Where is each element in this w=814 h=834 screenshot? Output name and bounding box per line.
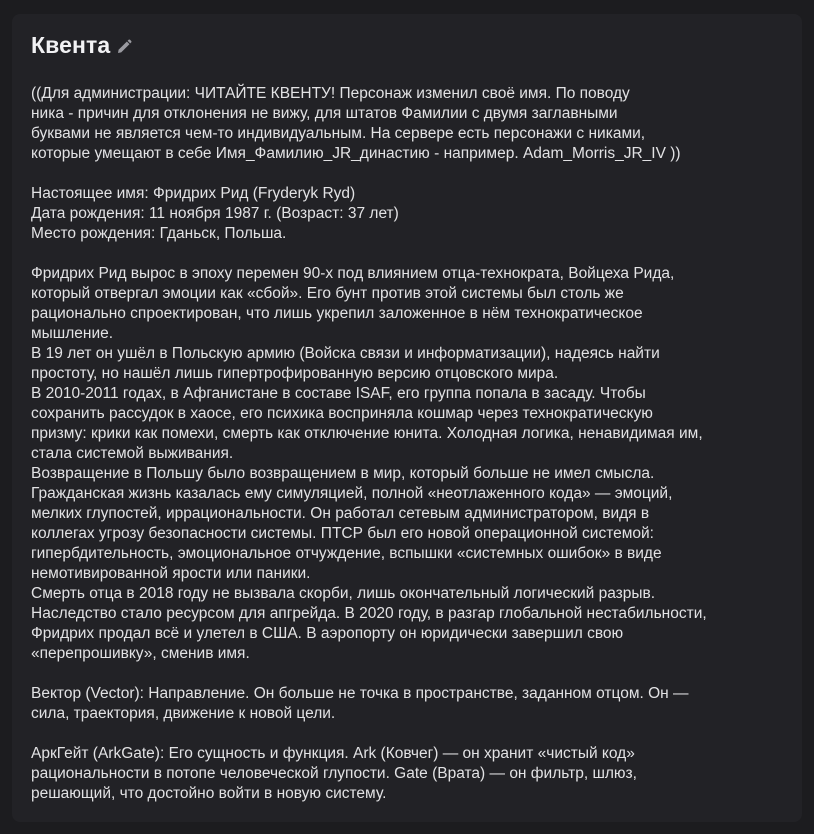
- text-line: «перепрошивку», сменив имя.: [31, 645, 250, 662]
- text-line: мелких глупостей, иррациональности. Он работал сетевым администратором, видя в: [31, 505, 650, 522]
- quenta-paragraph: [31, 184, 784, 244]
- text-line: Фридрих продал всё и улетел в США. В аэропорту он юридически завершил свою: [31, 625, 624, 642]
- quenta-paragraph: [31, 744, 784, 804]
- pencil-icon-glyph: [115, 38, 133, 56]
- quenta-paragraph: [31, 264, 784, 664]
- text-line: который отвергал эмоции как «сбой». Его бунт против этой системы был столь же: [31, 285, 624, 302]
- text-line: рациональности в потопе человеческой глупости. Gate (Врата) — он фильтр, шлюз,: [31, 765, 637, 782]
- text-line: Возвращение в Польшу было возвращением в мир, который больше не имел смысла.: [31, 465, 655, 482]
- text-line: Гражданская жизнь казалась ему симуляцией, полной «неотлаженного кода» — эмоций,: [31, 485, 673, 502]
- text-line: Смерть отца в 2018 году не вызвала скорби, лишь окончательный логический разрыв.: [31, 585, 656, 602]
- text-line: буквами не является чем-то индивидуальным. На сервере есть персонажи с никами,: [31, 125, 646, 142]
- text-line: Наследство стало ресурсом для апгрейда. В 2020 году, в разгар глобальной нестабильности,: [31, 605, 707, 622]
- text-line: мышление.: [31, 325, 114, 342]
- quenta-paragraph: [31, 684, 784, 724]
- text-line: стала системой выживания.: [31, 445, 234, 462]
- text-line: В 2010-2011 годах, в Афганистане в составе ISAF, его группа попала в засаду. Чтобы: [31, 385, 646, 402]
- quenta-card: [12, 14, 802, 822]
- text-line: Дата рождения: 11 ноября 1987 г. (Возраст: 37 лет): [31, 205, 399, 222]
- text-line: Настоящее имя: Фридрих Рид (Fryderyk Ryd): [31, 185, 356, 202]
- text-line: АркГейт (ArkGate): Его сущность и функция. Ark (Ковчег) — он хранит «чистый код»: [31, 745, 635, 762]
- text-line: ника - причин для отклонения не вижу, для штатов Фамилии с двумя заглавными: [31, 105, 618, 122]
- text-line: простоту, но нашёл лишь гипертрофированную версию отцовского мира.: [31, 365, 559, 382]
- quenta-paragraph: [31, 84, 784, 164]
- text-line: Фридрих Рид вырос в эпоху перемен 90-х под влиянием отца-технократа, Войцеха Рида,: [31, 265, 675, 282]
- quenta-text: [31, 84, 784, 804]
- text-line: Вектор (Vector): Направление. Он больше не точка в пространстве, заданном отцом. Он —: [31, 685, 689, 702]
- text-line: рационально спроектирован, что лишь укрепил заложенное в нём технократическое: [31, 305, 643, 322]
- text-line: сохранить рассудок в хаосе, его психика восприняла кошмар через технократическую: [31, 405, 653, 422]
- text-line: В 19 лет он ушёл в Польскую армию (Войска связи и информатизации), надеясь найти: [31, 345, 660, 362]
- text-line: решающий, что достойно войти в новую систему.: [31, 785, 387, 802]
- text-line: коллегах угрозу безопасности системы. ПТСР был его новой операционной системой:: [31, 525, 654, 542]
- text-line: сила, траектория, движение к новой цели.: [31, 705, 336, 722]
- text-line: гипербдительность, эмоциональное отчуждение, вспышки «системных ошибок» в виде: [31, 545, 662, 562]
- text-line: немотивированной ярости или паники.: [31, 565, 311, 582]
- quenta-header: [31, 30, 784, 60]
- page-title: Квента: [31, 31, 111, 58]
- pencil-icon[interactable]: [115, 38, 133, 56]
- text-line: ((Для администрации: ЧИТАЙТЕ КВЕНТУ! Персонаж изменил своё имя. По поводу: [31, 85, 630, 102]
- text-line: призму: крики как помехи, смерть как отключение юнита. Холодная логика, ненавидимая им,: [31, 425, 703, 442]
- text-line: которые умещают в себе Имя_Фамилию_JR_династию - например. Adam_Morris_JR_IV )): [31, 145, 681, 162]
- text-line: Место рождения: Гданьск, Польша.: [31, 225, 287, 242]
